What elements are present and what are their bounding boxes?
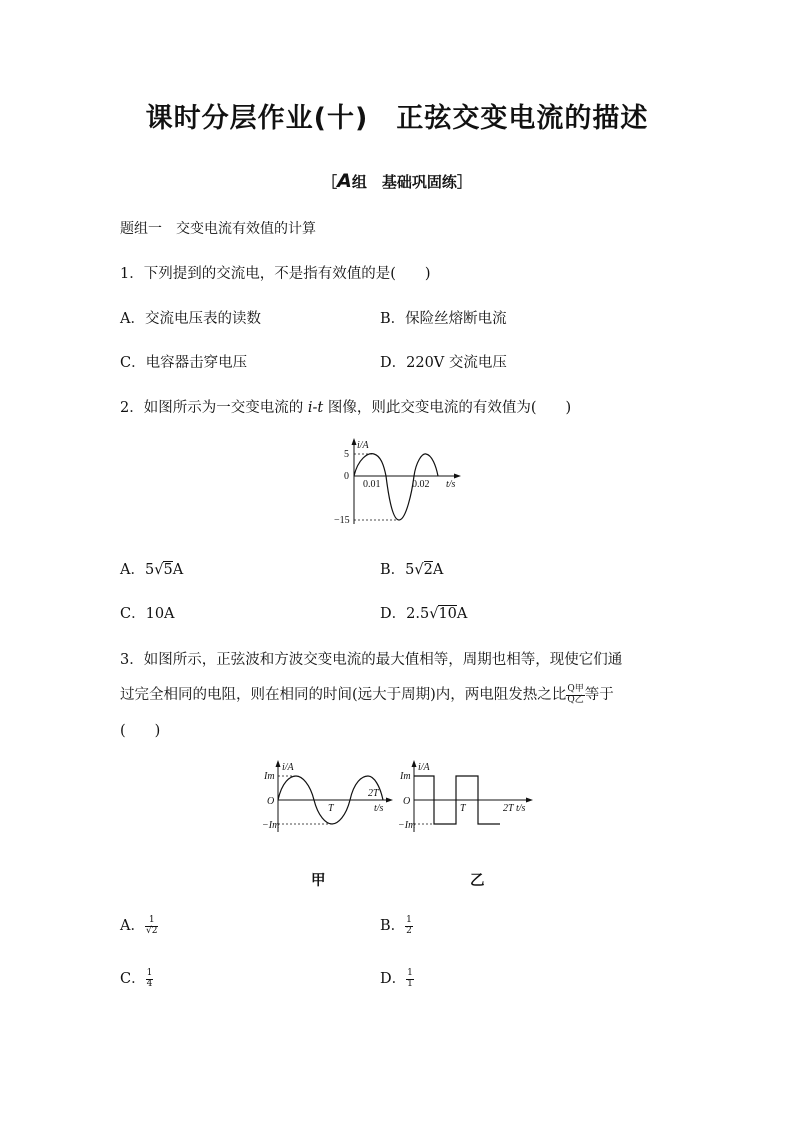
q2-tick-001: 0.01 bbox=[363, 479, 381, 490]
sqrt-icon: √ bbox=[429, 606, 439, 622]
q3a-y-label: i/A bbox=[282, 762, 294, 773]
section-heading: 题组一 交变电流有效值的计算 bbox=[120, 221, 316, 237]
q3a-im: Im bbox=[264, 771, 275, 782]
q3-stem-line3: ( ) bbox=[120, 723, 161, 739]
q3-heat-ratio: $\frac{\text{Q甲}}{\text{Q乙}}$ bbox=[567, 684, 584, 705]
q1-option-c: C．电容器击穿电压 bbox=[120, 355, 248, 371]
q3b-T: T bbox=[460, 803, 466, 814]
q1-option-d: D．220V 交流电压 bbox=[380, 355, 507, 371]
q2-option-a: A．5√5A bbox=[120, 562, 184, 578]
q2-option-d: D．2.5√10A bbox=[380, 606, 468, 622]
q2-tick-0: 0 bbox=[344, 471, 349, 482]
page-title: 课时分层作业(十) 正弦交变电流的描述 bbox=[145, 103, 649, 134]
q2-y-arrow bbox=[352, 438, 357, 445]
q3-graph-sine bbox=[262, 758, 394, 834]
q3a-neg-im: −Im bbox=[262, 820, 280, 831]
q3-graph-square bbox=[398, 758, 534, 834]
sqrt-icon: √ bbox=[154, 562, 164, 578]
q2-x-label: t/s bbox=[446, 479, 456, 490]
q2-tick-5: 5 bbox=[344, 449, 349, 460]
q2-option-b: B．5√2A bbox=[380, 562, 444, 578]
q3b-2T: 2T bbox=[503, 803, 514, 814]
q3b-origin: O bbox=[403, 796, 411, 807]
sqrt-icon: √ bbox=[414, 562, 424, 578]
label-jia: 甲 bbox=[311, 872, 326, 889]
q3b-neg-im: −Im bbox=[398, 820, 416, 831]
q3-stem-line2: 过完全相同的电阻，则在相同的时间(远大于周期)内，两电阻发热之比 $\frac{\text{Q甲}}{\text{Q乙}}$ 等于 bbox=[120, 684, 614, 705]
q3b-y-label: i/A bbox=[418, 762, 430, 773]
q3-option-c: C． $\frac{1}{4}$ bbox=[120, 968, 153, 989]
q3a-origin: O bbox=[267, 796, 275, 807]
q3a-x-label: t/s bbox=[374, 803, 384, 814]
q3-stem-line1: 3．如图所示，正弦波和方波交变电流的最大值相等，周期也相等，现使它们通 bbox=[120, 652, 623, 668]
q2-graph bbox=[330, 436, 470, 528]
q1-stem: 1．下列提到的交流电，不是指有效值的是( ) bbox=[120, 266, 431, 282]
q3a-T: T bbox=[328, 803, 334, 814]
q3-option-b: B． $\frac{1}{2}$ bbox=[380, 915, 412, 936]
q3-option-a: A． $\frac{1}{√2}$ bbox=[120, 915, 158, 936]
q3-option-d: D． $\frac{1}{1}$ bbox=[380, 968, 413, 989]
group-heading: ［A组 基础巩固练］ bbox=[322, 170, 472, 192]
q2-stem-variable: i-t bbox=[307, 400, 324, 416]
q3a-2T: 2T bbox=[368, 788, 379, 799]
q2-option-c: C．10A bbox=[120, 606, 175, 622]
group-text: 组 基础巩固练 bbox=[351, 173, 457, 191]
q2-x-arrow bbox=[454, 474, 461, 479]
q1-option-b: B．保险丝熔断电流 bbox=[380, 311, 507, 327]
q2-wave-pos1 bbox=[354, 454, 386, 476]
q2-tick-002: 0.02 bbox=[412, 479, 430, 490]
q2-tick-neg15: −15 bbox=[334, 515, 350, 526]
group-letter: A bbox=[337, 170, 352, 192]
q2-y-label: i/A bbox=[357, 440, 369, 451]
q3b-im: Im bbox=[400, 771, 411, 782]
label-yi: 乙 bbox=[470, 872, 485, 889]
q2-wave-neg bbox=[386, 476, 414, 520]
q3b-x-label: t/s bbox=[516, 803, 526, 814]
q2-wave-pos2 bbox=[414, 454, 438, 476]
q2-stem: 2．如图所示为一交变电流的 i-t 图像，则此交变电流的有效值为( ) bbox=[120, 400, 572, 416]
q1-option-a: A．交流电压表的读数 bbox=[120, 311, 261, 327]
